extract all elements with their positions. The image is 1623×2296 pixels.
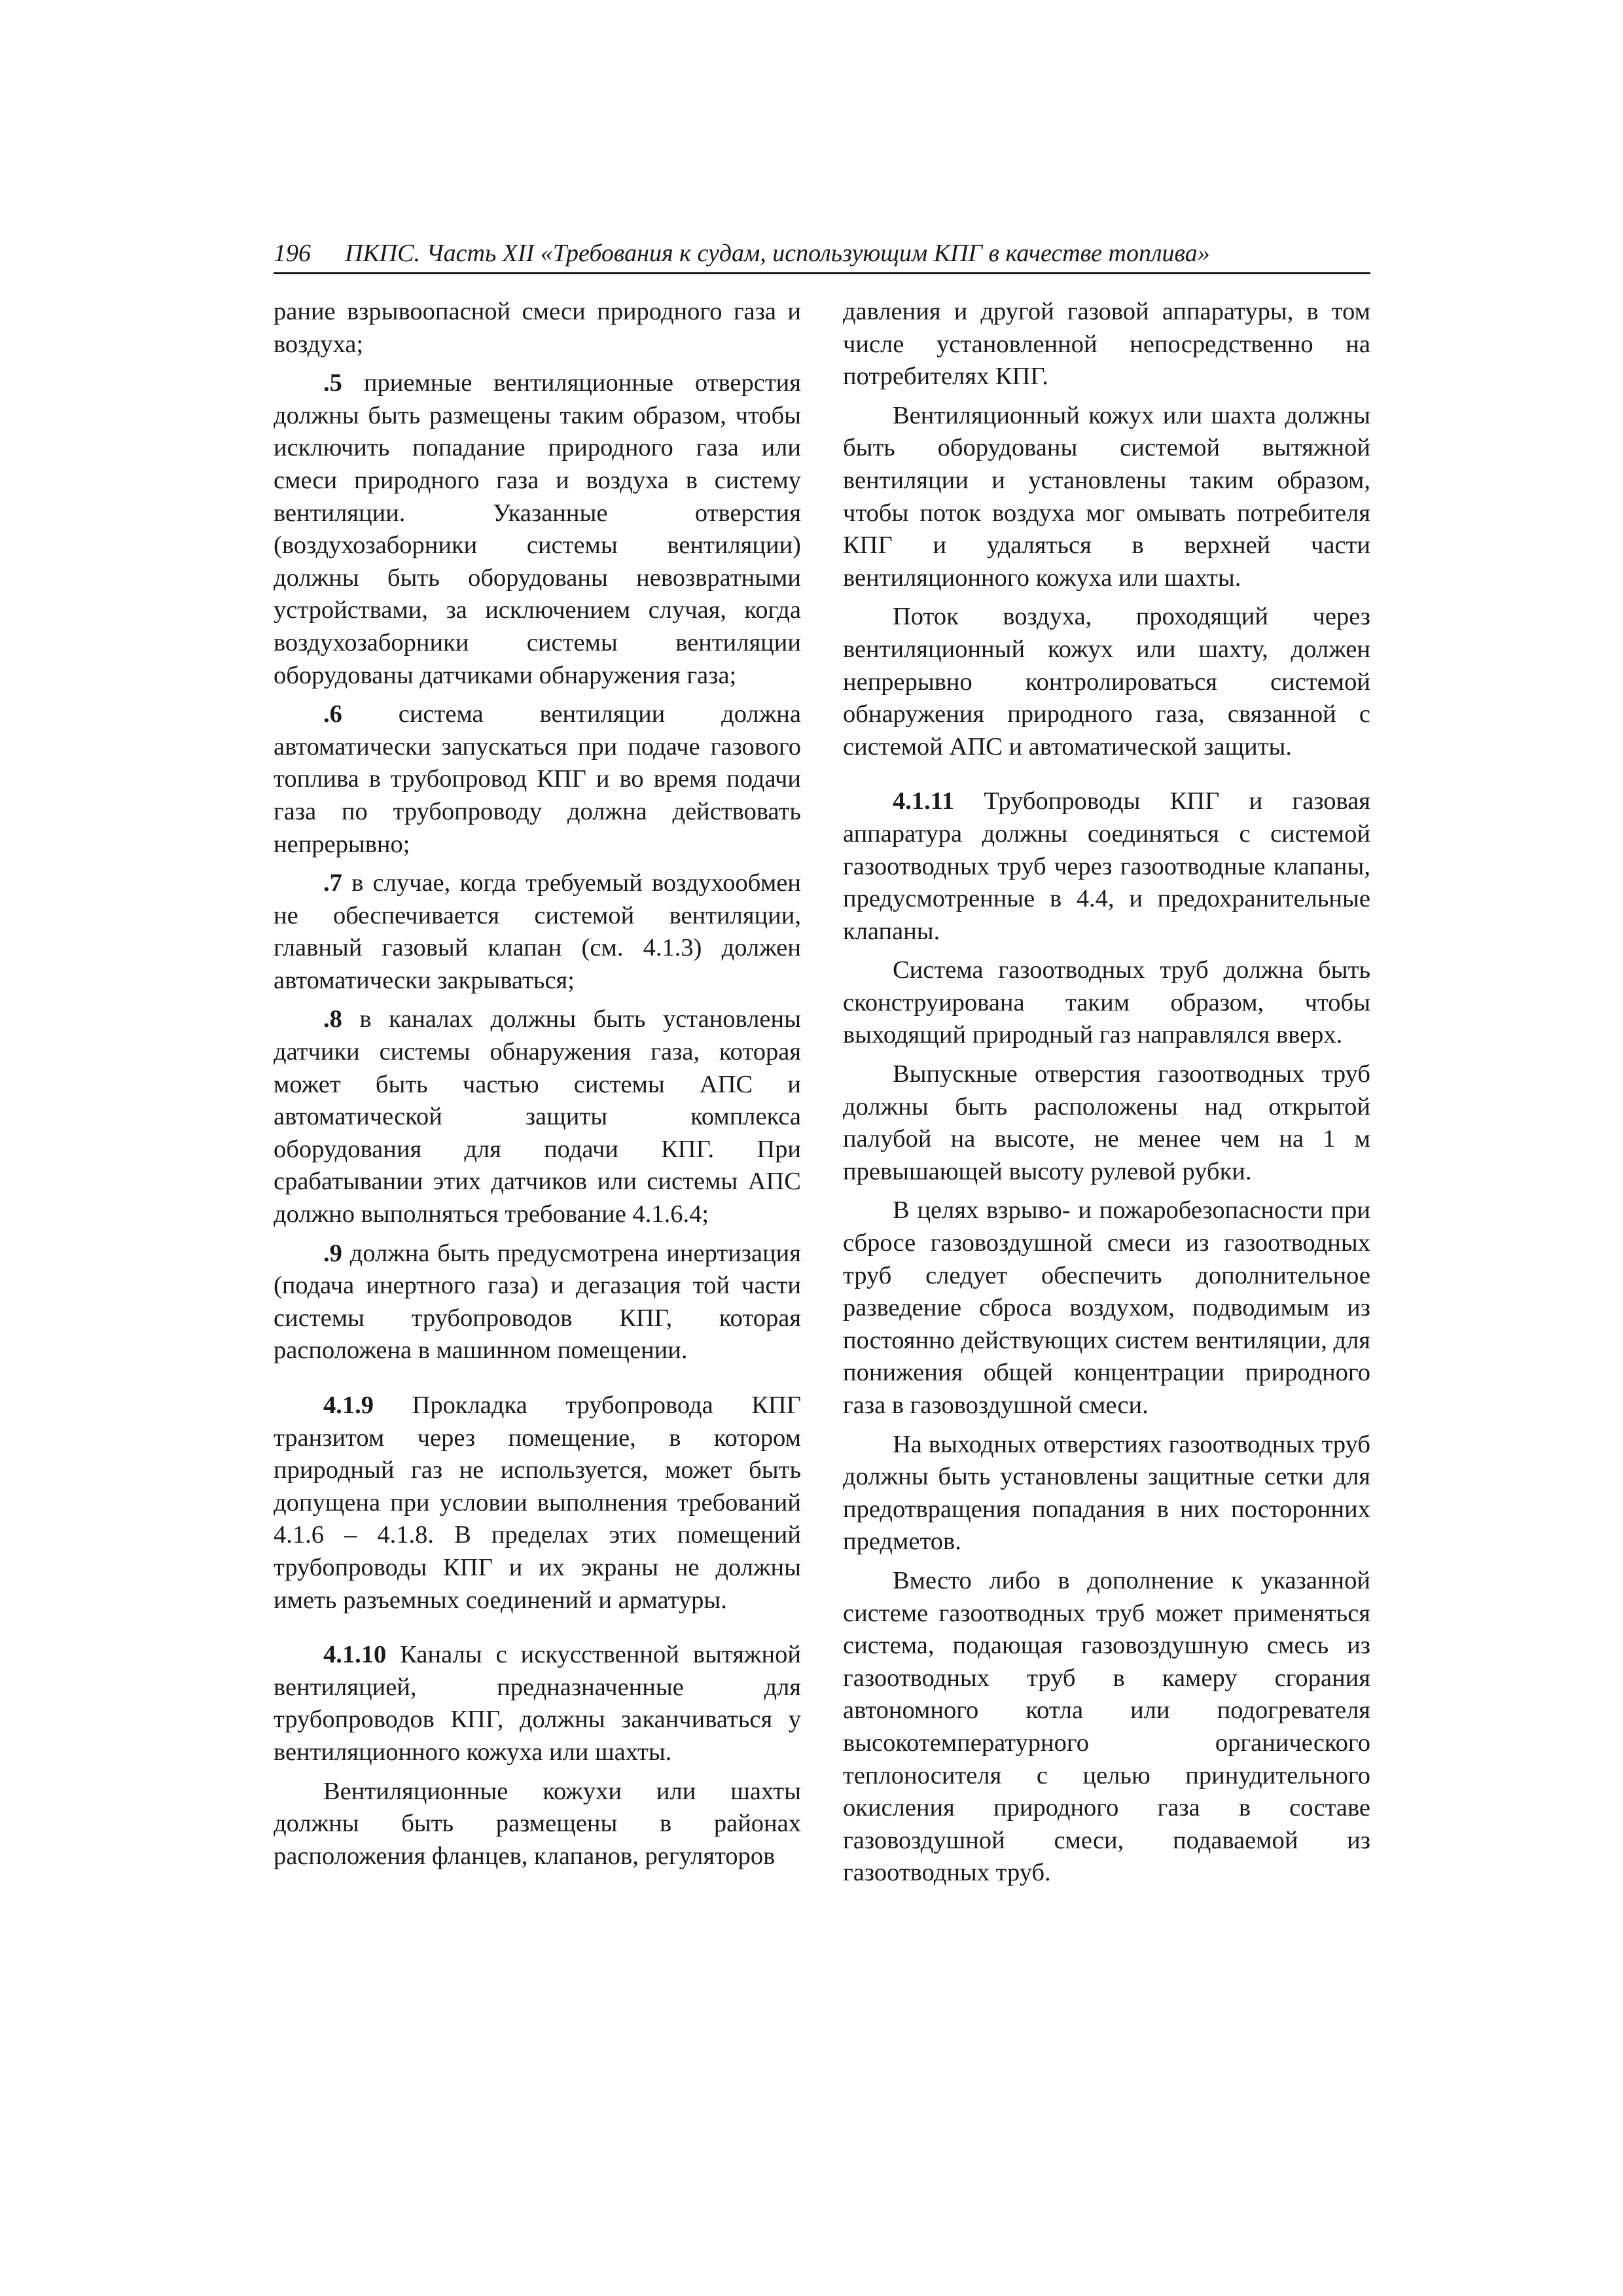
clause-number: 4.1.10	[323, 1641, 387, 1669]
paragraph: В целях взрыво- и пожаробезопасности при сбросе газовоздушной смеси из газоотводных труб следует обеспечить дополнительное разведение сброса воздухом, подводимым из постоянно действующих систем вентиляции, для понижения общей концентрации природного газа в газовоздушной смеси.	[843, 1196, 1370, 1419]
clause-text: Трубопроводы КПГ и газовая аппаратура должны соединяться с системой газоотводных труб через газоотводные клапаны, предусмотренные в 4.4, и предохранительные клапаны.	[843, 787, 1370, 945]
paragraph: Выпускные отверстия газоотводных труб должны быть расположены над открытой палубой на высоте, не менее чем на 1 м превышающей высоту рулевой рубки.	[843, 1060, 1370, 1185]
left-column	[274, 296, 801, 1873]
paragraph: Система газоотводных труб должна быть сконструирована таким образом, чтобы выходящий природный газ направлялся вверх.	[843, 956, 1370, 1049]
clause	[274, 1390, 801, 1617]
clause-text: Каналы с искусственной вытяжной вентиляцией, предназначенные для трубопроводов КПГ, должны заканчиваться у вентиляционного кожуха или шахты.	[274, 1641, 801, 1766]
item-number: .8	[323, 1005, 342, 1033]
paragraph: Вентиляционный кожух или шахта должны быть оборудованы системой вытяжной вентиляции и установлены таким образом, чтобы поток воздуха мог омывать потребителя КПГ и удаляться в верхней части вентиляционного кожуха или шахты.	[843, 401, 1370, 592]
list-item	[274, 1003, 801, 1230]
paragraph: рание взрывоопасной смеси природного газа и воздуха;	[274, 298, 801, 358]
item-text: система вентиляции должна автоматически запускаться при подаче газового топлива в трубопровод КПГ и во время подачи газа по трубопроводу должна действовать непрерывно;	[274, 700, 801, 858]
item-number: .9	[323, 1239, 342, 1267]
paragraph: Вентиляционные кожухи или шахты должны быть размещены в районах расположения фланцев, клапанов, регуляторов	[274, 1777, 801, 1870]
item-text: приемные вентиляционные отверстия должны быть размещены таким образом, чтобы исключить попадание природного газа или смеси природного газа и воздуха в систему вентиляции. Указанные отверстия (воздухозаборники системы вентиляции) должны быть оборудованы невозвратными устройствами, за исключением случая, когда воздухозаборники системы вентиляции оборудованы датчиками обнаружения газа;	[274, 369, 801, 689]
clause-text: Прокладка трубопровода КПГ транзитом через помещение, в котором природный газ не используется, может быть допущена при условии выполнения требований 4.1.6 – 4.1.8. В пределах этих помещений трубопроводы КПГ и их экраны не должны иметь разъемных соединений и арматуры.	[274, 1391, 801, 1614]
paragraph: На выходных отверстиях газоотводных труб должны быть установлены защитные сетки для предотвращения попадания в них посторонних предметов.	[843, 1430, 1370, 1556]
clause	[274, 1639, 801, 1768]
list-item	[274, 867, 801, 997]
running-header	[274, 237, 1370, 274]
paragraph: давления и другой газовой аппаратуры, в том числе установленной непосредственно на потребителях КПГ.	[843, 298, 1370, 391]
item-number: .7	[323, 869, 342, 897]
paragraph: Вместо либо в дополнение к указанной системе газоотводных труб может применяться система, подающая газовоздушную смесь из газоотводных труб в камеру сгорания автономного котла или подогревателя высокотемпературного органического теплоносителя с целью принудительного окисления природного газа в составе газовоздушной смеси, подаваемой из газоотводных труб.	[843, 1566, 1370, 1887]
list-item	[274, 1238, 801, 1367]
page-number: 196	[274, 240, 311, 267]
list-item	[274, 367, 801, 692]
item-number: .5	[323, 369, 342, 397]
item-number: .6	[323, 700, 342, 728]
running-title: ПКПС. Часть XII «Требования к судам, использующим КПГ в качестве топлива»	[345, 240, 1210, 267]
list-item	[274, 698, 801, 861]
clause	[843, 785, 1370, 948]
clause-number: 4.1.9	[323, 1391, 374, 1419]
clause-number: 4.1.11	[893, 787, 955, 816]
right-column	[843, 296, 1370, 1890]
paragraph: Поток воздуха, проходящий через вентиляционный кожух или шахту, должен непрерывно контролироваться системой обнаружения природного газа, связанной с системой АПС и автоматической защиты.	[843, 603, 1370, 761]
item-text: должна быть предусмотрена инертизация (подача инертного газа) и дегазация той части системы трубопроводов КПГ, которая расположена в машинном помещении.	[274, 1239, 801, 1365]
item-text: в каналах должны быть установлены датчики системы обнаружения газа, которая может быть частью системы АПС и автоматической защиты комплекса оборудования для подачи КПГ. При срабатывании этих датчиков или системы АПС должно выполняться требование 4.1.6.4;	[274, 1005, 801, 1229]
item-text: в случае, когда требуемый воздухообмен не обеспечивается системой вентиляции, главный газовый клапан (см. 4.1.3) должен автоматически закрываться;	[274, 869, 801, 994]
